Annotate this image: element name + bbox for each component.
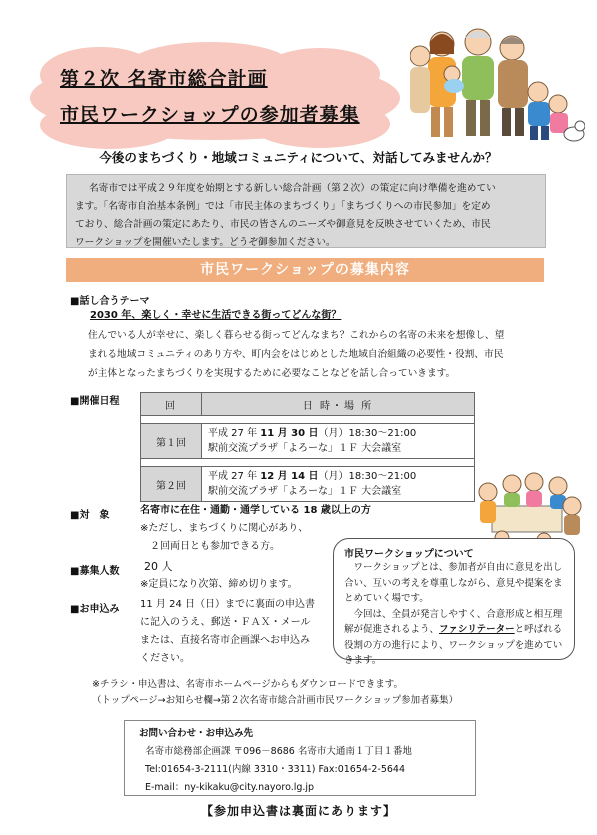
schedule-date-bold: 11 月 30 日: [260, 428, 319, 439]
footer-note: 【参加申込書は裏面にあります】: [200, 804, 396, 818]
contact-phone: Tel:01654-3-2111(内線 3310・3311) Fax:01654-2-5644: [145, 764, 406, 775]
schedule-date-pre: 平成 27 年: [208, 471, 261, 482]
capacity-note: ※定員になり次第、締め切ります。: [140, 579, 298, 590]
contact-address: 名寄市総務部企画課 〒096－8686 名寄市大通南１丁目１番地: [145, 746, 412, 757]
title-cloud-shape: [20, 40, 410, 152]
schedule-round: 第１回: [141, 424, 202, 459]
about-paragraph-1: ワークショップとは、参加者が自由に意見を出し合い、互いの考えを尊重しながら、意見や提案をまとめていく場です。: [344, 562, 563, 604]
family-illustration: [410, 22, 585, 150]
capacity-text: 20 人: [144, 560, 173, 573]
theme-body-line: が主体となったまちづくりを実現するために必要なことなどを話し合っていきます。: [88, 368, 456, 379]
theme-body: [88, 326, 548, 383]
intro-line: ます。「名寄市自治基本条例」では「市民主体のまちづくり」「まちづくりへの市民参加」を定め: [75, 201, 491, 212]
intro-box: [66, 174, 546, 248]
target-note2: ２回両日とも参加できる方。: [150, 541, 280, 552]
schedule-date-post: （月）18:30～21:00: [318, 471, 417, 482]
contact-box: [124, 720, 476, 796]
about-paragraph-2: [344, 607, 564, 669]
schedule-row: [141, 467, 475, 502]
target-note1: ※ただし、まちづくりに関心があり、: [140, 523, 309, 534]
apply-heading: ■お申込み: [70, 604, 120, 615]
download-note-2: （トップページ→お知らせ欄→第２次名寄市総合計画市民ワークショップ参加者募集）: [92, 695, 459, 706]
about-workshop-box: [333, 538, 575, 666]
apply-body: [140, 596, 330, 668]
schedule-col-round: 回: [141, 393, 202, 416]
apply-line: に記入のうえ、郵送・ＦＡＸ・メール: [140, 617, 311, 628]
target-text: 名寄市に在住・通勤・通学している 18 歳以上の方: [140, 505, 371, 516]
about-heading: 市民ワークショップについて: [344, 549, 474, 560]
apply-line: または、直接名寄市企画課へお申込み: [140, 635, 310, 646]
intro-line: 名寄市では平成２９年度を始期とする新しい総合計画（第２次）の策定に向け準備を進めてい: [89, 183, 496, 194]
schedule-header-row: [141, 393, 475, 416]
schedule-date-post: （月）18:30～21:00: [318, 428, 417, 439]
theme-heading: ■話し合うテーマ: [70, 296, 150, 307]
schedule-table: [140, 392, 475, 502]
section-band: 市民ワークショップの募集内容: [66, 258, 544, 282]
schedule-col-info: 日 時・場 所: [202, 393, 475, 416]
subtitle: 今後のまちづくり・地域コミュニティについて、対話してみませんか？: [99, 150, 498, 165]
contact-heading: お問い合わせ・お申込み先: [139, 728, 254, 739]
page-title-line1: 第２次 名寄市総合計画: [60, 68, 268, 90]
intro-line: ており、総合計画の策定にあたり、市民の皆さんのニーズや御意見を反映させていくため、市民: [75, 219, 491, 230]
contact-email: E-mail：ny-kikaku@city.nayoro.lg.jp: [145, 782, 315, 793]
workshop-group-illustration: [472, 466, 584, 546]
apply-line: ください。: [140, 653, 190, 664]
theme-body-line: まれる地域コミュニティのあり方や、町内会をはじめとした地域自治組織の必要性・役割、市民: [88, 349, 504, 360]
schedule-place: 駅前交流プラザ「よろーな」１Ｆ 大会議室: [208, 443, 402, 454]
about-p2-term: ファシリテーター: [439, 624, 515, 635]
theme-body-line: 住んでいる人が幸せに、楽しく暮らせる街ってどんなまち？これからの名寄の未来を想像し、望: [88, 330, 505, 341]
download-note-1: ※チラシ・申込書は、名寄市ホームページからもダウンロードできます。: [92, 679, 404, 690]
schedule-row: [141, 424, 475, 459]
schedule-heading: ■開催日程: [70, 396, 120, 407]
about-p2-post: と呼ばれる役割の方の進行により、ワークショップを進めていきます。: [344, 624, 563, 666]
about-p2-pre: 今回は、全員が発言しやすく、合意形成と相互理解が促進されるよう、: [344, 608, 563, 635]
page-title-line2: 市民ワークショップの参加者募集: [60, 104, 360, 126]
schedule-date-bold: 12 月 14 日: [260, 471, 319, 482]
theme-question: 2030 年、楽しく・幸せに生活できる街ってどんな街？: [90, 310, 342, 321]
schedule-place: 駅前交流プラザ「よろーな」１Ｆ 大会議室: [208, 486, 402, 497]
schedule-date-pre: 平成 27 年: [208, 428, 261, 439]
schedule-info: [202, 424, 475, 459]
capacity-heading: ■募集人数: [70, 566, 120, 577]
target-heading: ■対 象: [70, 510, 110, 521]
apply-line: 11 月 24 日（日）までに裏面の申込書: [140, 599, 315, 610]
schedule-info: [202, 467, 475, 502]
schedule-round: 第２回: [141, 467, 202, 502]
intro-line: ワークショップを開催いたします。どうぞ御参加ください。: [75, 237, 336, 248]
